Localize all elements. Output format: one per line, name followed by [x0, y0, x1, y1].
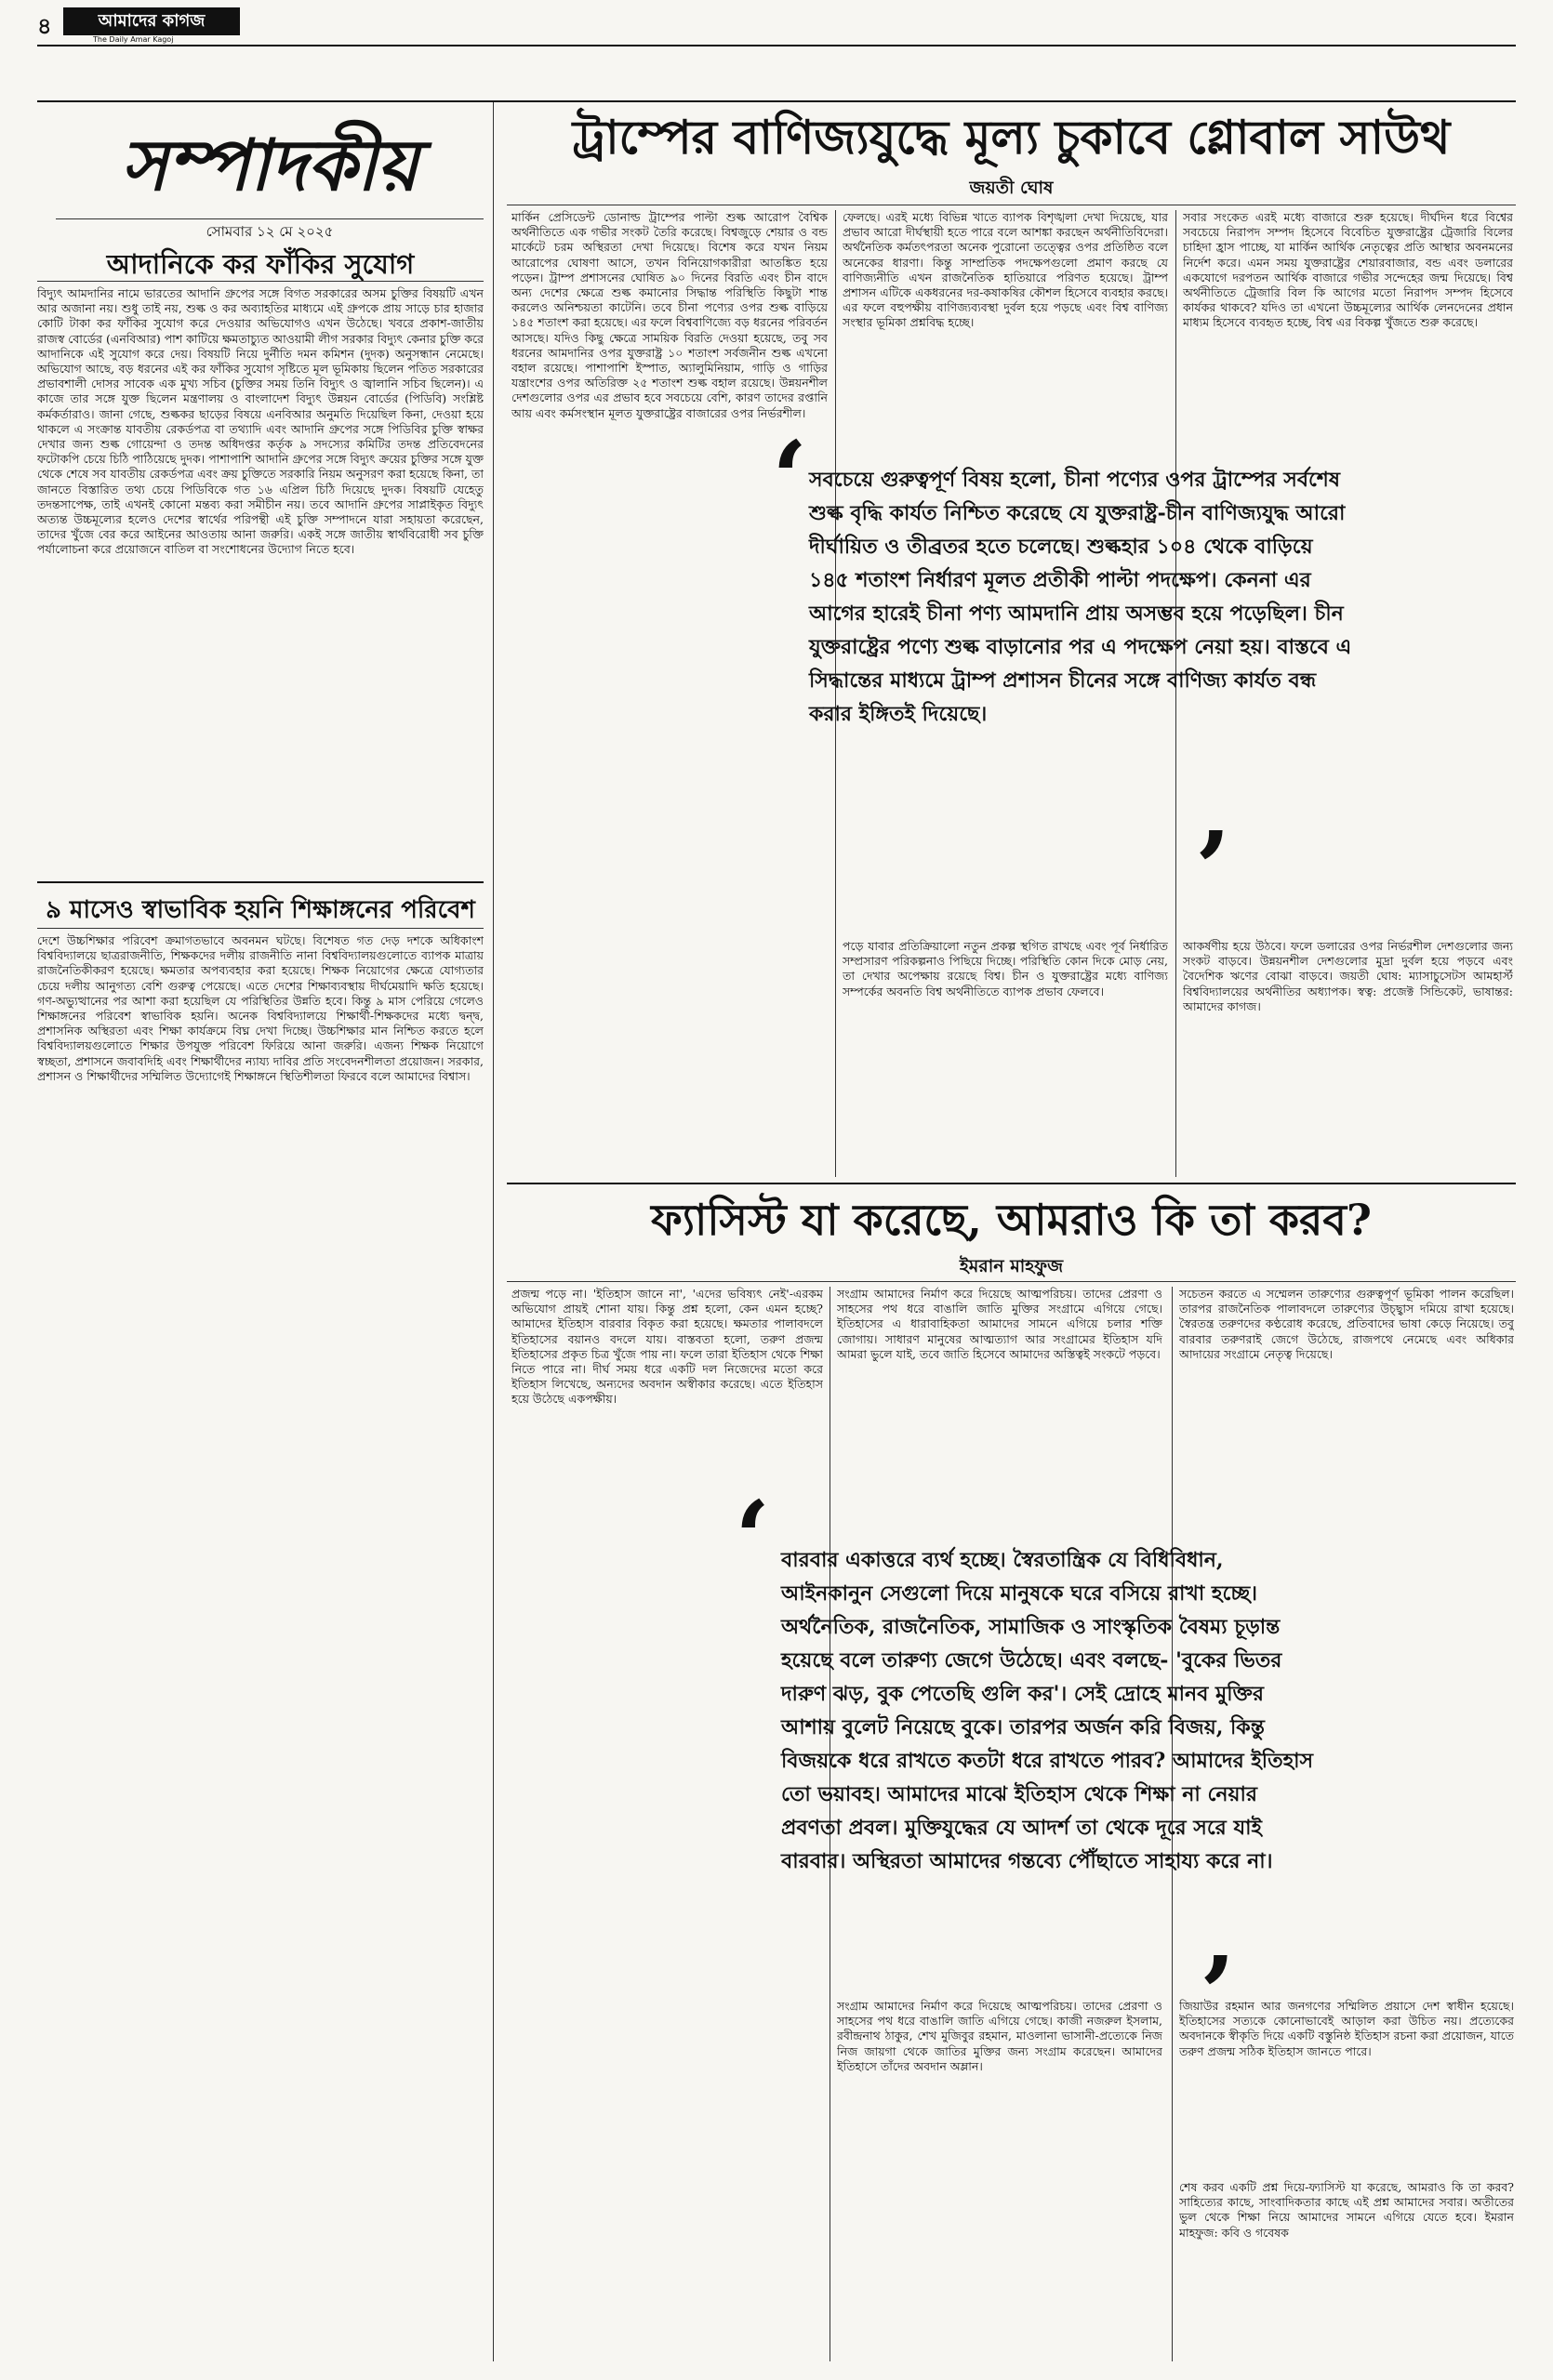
article-second-col2: সংগ্রাম আমাদের নির্মাণ করে দিয়েছে আত্মপরিচয়। তাদের প্রেরণা ও সাহসের পথ ধরে বাঙালি জাতি মুক্তির সংগ্রামে এগিয়ে গেছে। ইতিহাসের এ ধারাবাহিকতা আমাদের সামনে এগিয়ে চলার শক্তি জোগায়। সাধারণ মানুষের আত্মত্যাগ আর সংগ্রামের ইতিহাস যদি আমরা ভুলে যাই, তবে জাতি হিসেবে আমাদের অস্তিত্বই সংকটে পড়বে। [837, 1287, 1162, 1361]
quote-close-mark: ’ [1195, 809, 1231, 929]
page-number: ৪ [37, 12, 52, 39]
quote-open-mark: ‘ [735, 1478, 771, 1598]
quote-open-mark: ‘ [772, 418, 808, 538]
article-main-col3: সবার সংকেত এরই মধ্যে বাজারে শুরু হয়েছে। দীর্ঘদিন ধরে বিশ্বের সবচেয়ে নিরাপদ সম্পদ হিসেবে বিবেচিত যুক্তরাষ্ট্রের ট্রেজারি বিলের চাহিদা হ্রাস পাচ্ছে, যা মার্কিন আর্থিক নেতৃত্বের প্রতি আস্থার অবনমনের নির্দেশ করে। এমন সময় যুক্তরাষ্ট্রের শেয়ারবাজার, বন্ড এবং ডলারের একযোগে দরপতন আর্থিক বাজারে গভীর সন্দেহের জন্ম দিয়েছে। বিশ্ব অর্থনীতিতে ট্রেজারি বিল কি আগের মতো নিরাপদ সম্পদ হিসেবে কার্যকর থাকবে? যদিও তা এখনো উচ্চমূল্যের আর্থিক লেনদেনের প্রধান মাধ্যম হিসেবে ব্যবহৃত হচ্ছে, বিশ্ব এর বিকল্প খুঁজতে শুরু করেছে। [1183, 210, 1513, 330]
article-main-col2: ফেলছে। এরই মধ্যে বিভিন্ন খাতে ব্যাপক বিশৃঙ্খলা দেখা দিয়েছে, যার প্রভাব আরো দীর্ঘস্থায়ী হতে পারে বলে আশঙ্কা করছেন অর্থনীতিবিদেরা। অর্থনৈতিক কর্মতৎপরতা অনেক পুরোনো তত্ত্বের ওপর প্রতিষ্ঠিত বলে অনেকের ধারণা। কিন্তু সাম্প্রতিক পদক্ষেপগুলো প্রমাণ করছে যে বাণিজ্যনীতি এখন রাজনৈতিক হাতিয়ারে পরিণত হয়েছে। ট্রাম্প প্রশাসন এটিকে একধরনের দর-কষাকষির কৌশল হিসেবে ব্যবহার করছে। এর ফলে বহুপক্ষীয় বাণিজ্যব্যবস্থা দুর্বল হয়ে পড়ছে এবং বিশ্ব বাণিজ্য সংস্থার ভূমিকা প্রশ্নবিদ্ধ হচ্ছে। [843, 210, 1168, 330]
page-header [37, 6, 1516, 46]
article-main-col3-end: আকর্ষণীয় হয়ে উঠবে। ফলে ডলারের ওপর নির্ভরশীল দেশগুলোর জন্য সংকট বাড়বে। উন্নয়নশীল দেশগুলোর মুদ্রা দুর্বল হয়ে পড়বে এবং বৈদেশিক ঋণের বোঝা বাড়বে। জয়তী ঘোষ: ম্যাসাচুসেটস আমহার্স্ট বিশ্ববিদ্যালয়ের অর্থনীতির অধ্যাপক। স্বত্ব: প্রজেক্ট সিন্ডিকেট, ভাষান্তর: আমাদের কাগজ। [1183, 939, 1513, 1013]
editorial-article2-title: ৯ মাসেও স্বাভাবিক হয়নি শিক্ষাঙ্গনের পরিবেশ [46, 896, 475, 924]
article-second-lower1: সংগ্রাম আমাদের নির্মাণ করে দিয়েছে আত্মপরিচয়। তাদের প্রেরণা ও সাহসের পথ ধরে বাঙালি জাতি এগিয়ে গেছে। কাজী নজরুল ইসলাম, রবীন্দ্রনাথ ঠাকুর, শেখ মুজিবুর রহমান, মাওলানা ভাসানী-প্রত্যেকে নিজ নিজ জায়গা থেকে জাতির মুক্তির জন্য সংগ্রাম করেছেন। আমাদের ইতিহাসে তাঁদের অবদান অম্লান। [837, 1999, 1162, 2073]
article-second-pullquote: বারবার একাত্তরে ব্যর্থ হচ্ছে। স্বৈরতান্ত্রিক যে বিধিবিধান, আইনকানুন সেগুলো দিয়ে মানুষকে ঘরে বসিয়ে রাখা হচ্ছে। অর্থনৈতিক, রাজনৈতিক, সামাজিক ও সাংস্কৃতিক বৈষম্য চূড়ান্ত হয়েছে বলে তারুণ্য জেগে উঠেছে। এবং বলছে- 'বুকের ভিতর দারুণ ঝড়, বুক পেতেছি গুলি কর'। সেই দ্রোহে মানব মুক্তির আশায় বুলেট নিয়েছে বুকে। তারপর অর্জন করি বিজয়, কিন্তু বিজয়কে ধরে রাখতে কতটা ধরে রাখতে পারব? আমাদের ইতিহাস তো ভয়াবহ। আমাদের মাঝে ইতিহাস থেকে শিক্ষা না নেয়ার প্রবণতা প্রবল। মুক্তিযুদ্ধের যে আদর্শ তা থেকে দূরে সরে যাই বারবার। অস্থিরতা আমাদের গন্তব্যে পৌঁছাতে সাহায্য করে না। [781, 1548, 1314, 1873]
article-second-lower2: জিয়াউর রহমান আর জনগণের সম্মিলিত প্রয়াসে দেশ স্বাধীন হয়েছে। ইতিহাসের সত্যকে কোনোভাবেই আড়াল করা উচিত নয়। প্রত্যেকের অবদানকে স্বীকৃতি দিয়ে একটি বস্তুনিষ্ঠ ইতিহাস রচনা করা প্রয়োজন, যাতে তরুণ প্রজন্ম সঠিক ইতিহাস জানতে পারে। [1179, 1999, 1514, 2058]
masthead-subtitle: The Daily Amar Kagoj [93, 35, 174, 44]
top-rule [37, 100, 1516, 102]
editorial-article2-body: দেশে উচ্চশিক্ষার পরিবেশ ক্রমাগতভাবে অবনমন ঘটছে। বিশেষত গত দেড় দশকে অধিকাংশ বিশ্ববিদ্যালয়ে ছাত্ররাজনীতি, শিক্ষকদের দলীয় রাজনীতি নানা বিশ্ববিদ্যালয়গুলোতে ব্যাপক মাত্রায় রাজনৈতিকীকরণ হয়েছে। ক্ষমতার অপব্যবহার করা হয়েছে। শিক্ষক নিয়োগের ক্ষেত্রে যোগ্যতার চেয়ে দলীয় আনুগত্য বেশি গুরুত্ব পেয়েছে। এতে দেশের শিক্ষাব্যবস্থায় দীর্ঘমেয়াদি ক্ষতি হয়েছে। গণ-অভ্যুত্থানের পর আশা করা হয়েছিল যে পরিস্থিতির উন্নতি হবে। কিন্তু ৯ মাস পেরিয়ে গেলেও শিক্ষাঙ্গনের পরিবেশ স্বাভাবিক হয়নি। অনেক বিশ্ববিদ্যালয়ে শিক্ষার্থী-শিক্ষকদের মধ্যে দ্বন্দ্ব, প্রশাসনিক অস্থিরতা এবং শিক্ষা কার্যক্রমে বিঘ্ন দেখা দিচ্ছে। উচ্চশিক্ষার মান নিশ্চিত করতে হলে বিশ্ববিদ্যালয়গুলোতে শিক্ষার উপযুক্ত পরিবেশ ফিরিয়ে আনা জরুরি। এজন্য শিক্ষক নিয়োগে স্বচ্ছতা, প্রশাসনে জবাবদিহি এবং শিক্ষার্থীদের ন্যায্য দাবির প্রতি সংবেদনশীলতা প্রয়োজন। সরকার, প্রশাসন ও শিক্ষার্থীদের সম্মিলিত উদ্যোগেই শিক্ষাঙ্গনে স্থিতিশীলতা ফিরবে বলে আমাদের বিশ্বাস। [37, 933, 484, 1083]
column-divider [493, 102, 494, 2361]
masthead-logo: আমাদের কাগজ [63, 7, 240, 35]
article-second-byline: ইমরান মাহফুজ [959, 1256, 1064, 1276]
article-main-byline: জয়তী ঘোষ [969, 178, 1054, 198]
divider [507, 1183, 1516, 1184]
divider [37, 928, 484, 929]
article-main-pullquote: সবচেয়ে গুরুত্বপূর্ণ বিষয় হলো, চীনা পণ্যের ওপর ট্রাম্পের সর্বশেষ শুল্ক বৃদ্ধি কার্যত নিশ্চিত করেছে যে যুক্তরাষ্ট্র-চীন বাণিজ্যযুদ্ধ আরো দীর্ঘায়িত ও তীব্রতর হতে চলেছে। শুল্কহার ১০৪ থেকে বাড়িয়ে ১৪৫ শতাংশ নির্ধারণ মূলত প্রতীকী পাল্টা পদক্ষেপ। কেননা এর আগের হারেই চীনা পণ্য আমদানি প্রায় অসম্ভব হয়ে পড়েছিল। চীন যুক্তরাষ্ট্রের পণ্যে শুল্ক বাড়ানোর পর এ পদক্ষেপ নেয়া হয়। বাস্তবে এ সিদ্ধান্তের মাধ্যমে ট্রাম্প প্রশাসন চীনের সঙ্গে বাণিজ্য কার্যত বন্ধ করার ইঙ্গিতই দিয়েছে। [809, 468, 1352, 726]
editorial-date: সোমবার ১২ মে ২০২৫ [206, 223, 334, 240]
article-second-col1: প্রজন্ম পড়ে না। 'ইতিহাস জানে না', 'এদের ভবিষ্যৎ নেই'-এরকম অভিযোগ প্রায়ই শোনা যায়। কিন্তু প্রশ্ন হলো, কেন এমন হচ্ছে? আমাদের ইতিহাস বারবার বিকৃত করা হয়েছে। ক্ষমতার পালাবদলে ইতিহাসের বয়ানও বদলে যায়। বাস্তবতা হলো, তরুণ প্রজন্ম ইতিহাসের প্রকৃত চিত্র খুঁজে পায় না। ফলে তারা ইতিহাস থেকে শিক্ষা নিতে পারে না। দীর্ঘ সময় ধরে একটি দল নিজেদের মতো করে ইতিহাস লিখেছে, অন্যদের অবদান অস্বীকার করেছে। এতে ইতিহাস হয়ে উঠেছে একপক্ষীয়। [511, 1287, 823, 1407]
article-main-lower2: পড়ে যাবার প্রতিক্রিয়ালো নতুন প্রকল্প স্থগিত রাখছে এবং পূর্ব নির্ধারিত সম্প্রসারণ পরিকল্পনাও পিছিয়ে দিচ্ছে। পরিস্থিতি কোন দিকে মোড় নেয়, তা দেখার অপেক্ষায় রয়েছে বিশ্ব। চীন ও যুক্তরাষ্ট্রের মধ্যে বাণিজ্য সম্পর্কের অবনতি বিশ্ব অর্থনীতিতে ব্যাপক প্রভাব ফেলবে। [843, 939, 1168, 998]
editorial-article1-body: বিদ্যুৎ আমদানির নামে ভারতের আদানি গ্রুপের সঙ্গে বিগত সরকারের অসম চুক্তির বিষয়টি এখন আর অজানা নয়। শুধু তাই নয়, শুল্ক ও কর অব্যাহতির মাধ্যমে এই গ্রুপকে প্রায় সাড়ে চার হাজার কোটি টাকা কর ফাঁকির সুযোগ করে দেওয়ার অভিযোগও এখন উঠেছে। খবরে প্রকাশ-জাতীয় রাজস্ব বোর্ডের (এনবিআর) পাশ কাটিয়ে ক্ষমতাচ্যুত আওয়ামী লীগ সরকার বিদ্যুৎ কেনার চুক্তি করে আদানিকে এই সুযোগ করে দেয়। বিষয়টি নিয়ে দুর্নীতি দমন কমিশন (দুদক) অনুসন্ধান নেমেছে। অভিযোগ আছে, বড় ধরনের এই কর ফাঁকির সুযোগ সৃষ্টিতে মূল ভূমিকায় ছিলেন পতিত সরকারের প্রভাবশালী দোসর সাবেক এক মুখ্য সচিব (চুক্তির সময় তিনি বিদ্যুৎ ও জ্বালানি সচিব ছিলেন)। এ কাজে তার সঙ্গে যুক্ত ছিলেন মন্ত্রণালয় ও বাংলাদেশ বিদ্যুৎ উন্নয়ন বোর্ডের (পিডিবি) সংশ্লিষ্ট কর্মকর্তারাও। জানা গেছে, শুল্ককর ছাড়ের বিষয়ে এনবিআর অনুমতি দিয়েছিল কিনা, দেওয়া হয়ে থাকলে এ সংক্রান্ত যাবতীয় রেকর্ডপত্র বা তথ্যাদি এবং আদানি গ্রুপের সঙ্গে পিডিবির চুক্তি স্বাক্ষর দেখার জন্য শুল্ক গোয়েন্দা ও তদন্ত অধিদপ্তর কর্তৃক ৯ সদস্যের কমিটির তদন্ত প্রতিবেদনের ফটোকপি চেয়ে চিঠি পাঠিয়েছে দুদক। পাশাপাশি আদানি গ্রুপের সঙ্গে বিদ্যুৎ ক্রয়ের চুক্তির সঙ্গে যুক্ত থেকে শেষে সব যাবতীয় রেকর্ডপত্র এবং ক্রয় চুক্তিতে সরকারি নিয়ম অনুসরণ করা হয়েছে কিনা, তা জানতে বিস্তারিত তথ্য চেয়ে পিডিবিকে গত ১৬ এপ্রিল চিঠি দিয়েছে দুদক। বিষয়টি যেহেতু তদন্তসাপেক্ষ, তাই এখনই কোনো মন্তব্য করা সমীচীন নয়। তবে আদানি গ্রুপের সাপ্লাইকৃত বিদ্যুৎ অত্যন্ত উচ্চমূল্যের হলেও দেশের স্বার্থের পরিপন্থী এই চুক্তি সম্পাদনে যারা সহায়তা করেছেন, তাদের খুঁজে বের করে আইনের আওতায় আনা জরুরি। একই সঙ্গে জাতীয় স্বার্থবিরোধী সব চুক্তি পর্যালোচনা করে প্রয়োজনে বাতিল বা সংশোধনের উদ্যোগ নিতে হবে। [37, 286, 484, 557]
article-main-col1: মার্কিন প্রেসিডেন্ট ডোনাল্ড ট্রাম্পের পাল্টা শুল্ক আরোপ বৈশ্বিক অর্থনীতিতে এক গভীর সংকট তৈরি করেছে। বিশ্বজুড়ে শেয়ার ও বন্ড মার্কেটে চরম অস্থিরতা দেখা দিয়েছে। বিশেষ করে যখন নিয়ম আরোপের ঘোষণা আসে, তখন বিনিয়োগকারীরা আতঙ্কিত হয়ে পড়েন। ট্রাম্প প্রশাসনের ঘোষিত ৯০ দিনের বিরতি এবং চীন বাদে অন্য দেশের ক্ষেত্রে শুল্ক কমানোর সিদ্ধান্ত পরিস্থিতি কিছুটা শান্ত করলেও অনিশ্চয়তা কাটেনি। তবে চীনা পণ্যের ওপর শুল্ক বাড়িয়ে ১৪৫ শতাংশ করা হয়েছে। এর ফলে বিশ্ববাণিজ্যে বড় ধরনের পরিবর্তন আসছে। যদিও কিছু ক্ষেত্রে সাময়িক বিরতি দেওয়া হয়েছে, তবু সব ধরনের আমদানির ওপর যুক্তরাষ্ট্র ১০ শতাংশ সর্বজনীন শুল্ক এখনো বহাল রয়েছে। পাশাপাশি ইস্পাত, অ্যালুমিনিয়াম, গাড়ি ও গাড়ির যন্ত্রাংশের ওপর অতিরিক্ত ২৫ শতাংশ শুল্ক বহাল রয়েছে। উন্নয়নশীল দেশগুলোর ওপর এর প্রভাব হবে সবচেয়ে বেশি, কারণ তাদের রপ্তানি আয় এবং কর্মসংস্থান মূলত যুক্তরাষ্ট্রের বাজারের ওপর নির্ভরশীল। [511, 210, 828, 420]
divider [37, 281, 484, 282]
article-second-col3: সচেতন করতে এ সম্মেলন তারুণ্যের গুরুত্বপূর্ণ ভূমিকা পালন করেছিল। তারপর রাজনৈতিক পালাবদলে তারুণ্যের উচ্ছ্বাস দমিয়ে রাখা হয়েছে। স্বৈরতন্ত্র তরুণদের কণ্ঠরোধ করেছে, প্রতিবাদের ভাষা কেড়ে নিয়েছে। তবু বারবার তরুণরাই জেগে উঠেছে, রাজপথে নেমেছে এবং অধিকার আদায়ের সংগ্রামে নেতৃত্ব দিয়েছে। [1179, 1287, 1514, 1361]
quote-close-mark: ’ [1200, 1934, 1236, 2054]
divider [37, 881, 484, 883]
divider [507, 1281, 1516, 1282]
editorial-article1-title: আদানিকে কর ফাঁকির সুযোগ [106, 248, 415, 280]
article-second-headline: ফ্যাসিস্ট যা করেছে, আমরাও কি তা করব? [651, 1195, 1372, 1245]
article-second-lower3: শেষ করব একটি প্রশ্ন দিয়ে-ফ্যাসিস্ট যা করেছে, আমরাও কি তা করব? সাহিত্যের কাছে, সাংবাদিকতার কাছে এই প্রশ্ন আমাদের সবার। অতীতের ভুল থেকে শিক্ষা নিয়ে আমাদের সামনে এগিয়ে যেতে হবে। ইমরান মাহফুজ: কবি ও গবেষক [1179, 2180, 1514, 2240]
editorial-title: সম্পাদকীয় [56, 112, 484, 219]
article-main-headline: ট্রাম্পের বাণিজ্যযুদ্ধে মূল্য চুকাবে গ্লোবাল সাউথ [572, 110, 1451, 165]
